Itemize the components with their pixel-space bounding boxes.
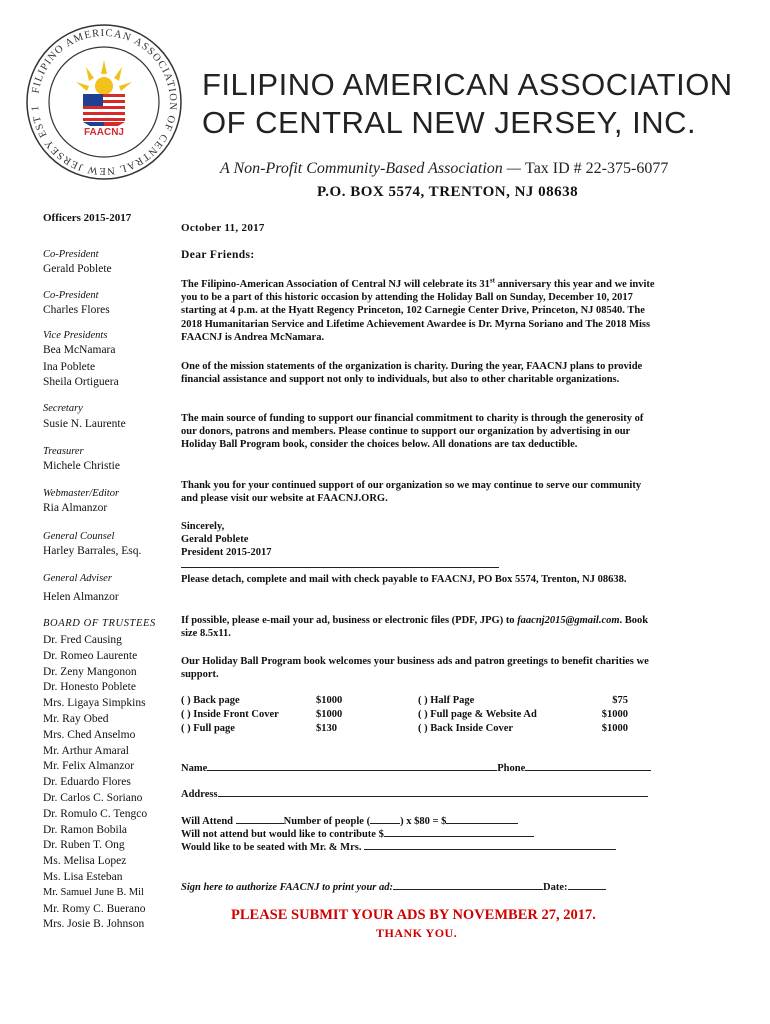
signature-label: Sign here to authorize FAACNJ to print your ad: bbox=[181, 882, 393, 893]
officer-name: Sheila Ortiguera bbox=[43, 376, 119, 388]
paragraph-funding: The main source of funding to support our financial commitment to charity is through the generosity of our donors, patrons and members. Please continue to support our organization by advertising in our Holiday Ball Program book, consider the choices below. All donations are tax deductible. bbox=[181, 413, 644, 451]
date-label: Date: bbox=[543, 882, 568, 893]
phone-field[interactable] bbox=[525, 761, 651, 771]
book-size: . Book size 8.5x11. bbox=[181, 615, 649, 640]
trustee-name: Mrs. Josie B. Johnson bbox=[43, 918, 145, 931]
will-attend-field[interactable] bbox=[236, 814, 284, 824]
option-inside-front-cover[interactable]: ( ) Inside Front Cover bbox=[181, 709, 279, 720]
officer-role: Vice Presidents bbox=[43, 330, 108, 341]
seated-field[interactable] bbox=[364, 840, 616, 850]
letter-date: October 11, 2017 bbox=[181, 222, 265, 234]
paragraph-thanks: Thank you for your continued support of our organization so we may continue to serve our community and please visit our website at FAACNJ.ORG. bbox=[181, 480, 642, 505]
p1-text-b: anniversary this year and we invite you to be a part of this historic occasion by attending the Holiday Ball on Sunday, December 10, 2017 starting at 4 p.m. at the Hyatt Regency Princeton, 102 Carnegie Center Drive, Princeton, NJ 08540. The 2018 Humanitarian Service and Lifetime Achievement Awardee is Dr. Myrna Soriano and The 2018 Miss FAACNJ is Andrea McNamara. bbox=[181, 279, 655, 343]
signer-title: President 2015-2017 bbox=[181, 547, 272, 558]
officer-role: Co-President bbox=[43, 290, 99, 301]
tagline bbox=[220, 160, 668, 178]
trustee-name: Dr. Eduardo Flores bbox=[43, 776, 131, 789]
trustee-name: Mr. Arthur Amaral bbox=[43, 744, 129, 757]
option-back-inside-cover[interactable]: ( ) Back Inside Cover bbox=[418, 723, 514, 734]
seated-row bbox=[181, 840, 616, 855]
trustee-name: Mr. Samuel June B. Mil bbox=[43, 886, 144, 898]
option-full-page-website[interactable]: ( ) Full page & Website Ad bbox=[418, 709, 537, 720]
ad-options-right[interactable] bbox=[418, 694, 537, 736]
title-line-2: OF CENTRAL NEW JERSEY, INC. bbox=[202, 105, 697, 140]
contribute-field[interactable] bbox=[384, 827, 534, 837]
option-back-page[interactable]: ( ) Back page bbox=[181, 695, 240, 706]
trustee-name: Mrs. Ligaya Simpkins bbox=[43, 697, 146, 710]
trustee-name: Dr. Romulo C. Tengco bbox=[43, 807, 148, 820]
ad-options-left[interactable] bbox=[181, 694, 279, 736]
po-box-address: P.O. BOX 5574, TRENTON, NJ 08638 bbox=[317, 184, 579, 200]
trustee-name: Dr. Zeny Mangonon bbox=[43, 665, 137, 678]
closing: Sincerely, bbox=[181, 521, 225, 532]
officer-name: Susie N. Laurente bbox=[43, 418, 126, 430]
officer-name: Charles Flores bbox=[43, 304, 110, 316]
officer-name: Michele Christie bbox=[43, 460, 120, 472]
seal-badge-text: FAACNJ bbox=[83, 127, 125, 138]
officer-role: General Adviser bbox=[43, 573, 112, 584]
name-phone-row bbox=[181, 761, 651, 776]
seal-ring-text: FILIPINO AMERICAN ASSOCIATION OF CENTRAL NEW JERSEY EST 1 bbox=[29, 27, 179, 177]
trustee-name: Dr. Honesto Poblete bbox=[43, 681, 136, 694]
total-field[interactable] bbox=[446, 814, 518, 824]
price: $75 bbox=[612, 695, 628, 706]
trustee-name: Ms. Lisa Esteban bbox=[43, 871, 123, 883]
price: $1000 bbox=[601, 723, 628, 734]
tax-id: Tax ID # 22-375-6077 bbox=[525, 160, 669, 177]
email-text: If possible, please e-mail your ad, business or electronic files (PDF, JPG) to bbox=[181, 615, 518, 626]
price: $1000 bbox=[316, 695, 343, 706]
officer-name: Bea McNamara bbox=[43, 344, 116, 356]
officer-name: Ria Almanzor bbox=[43, 502, 108, 514]
detach-instructions: Please detach, complete and mail with check payable to FAACNJ, PO Box 5574, Trenton, NJ 08638. bbox=[181, 574, 627, 585]
trustee-name: Dr. Fred Causing bbox=[43, 634, 122, 646]
name-label: Name bbox=[181, 763, 208, 774]
program-book-text: Our Holiday Ball Program book welcomes your business ads and patron greetings to benefit charities we support. bbox=[181, 656, 649, 681]
people-count-label: Number of people ( bbox=[283, 816, 371, 827]
ad-prices-left bbox=[316, 694, 342, 736]
option-half-page[interactable]: ( ) Half Page bbox=[418, 695, 475, 706]
email-instructions bbox=[181, 614, 656, 640]
trustee-name: Dr. Ramon Bobila bbox=[43, 823, 128, 836]
detach-line bbox=[181, 567, 499, 568]
will-attend-label: Will Attend bbox=[181, 816, 236, 827]
board-of-trustees-heading: BOARD OF TRUSTEES bbox=[43, 618, 156, 629]
paragraph-mission: One of the mission statements of the organization is charity. During the year, FAACNJ plans to provide financial assistance and support not only to individuals, but also to other charitable organizations. bbox=[181, 361, 643, 386]
officer-name: Ina Poblete bbox=[43, 361, 96, 373]
p1-superscript: st bbox=[489, 276, 495, 285]
authorization-row bbox=[181, 880, 606, 895]
address-label: Address bbox=[181, 789, 218, 800]
officer-name: Gerald Poblete bbox=[43, 263, 112, 275]
contribute-label: Will not attend but would like to contribute $ bbox=[181, 829, 384, 840]
address-row bbox=[181, 787, 648, 802]
officer-role: Webmaster/Editor bbox=[43, 488, 120, 499]
people-count-field[interactable] bbox=[370, 814, 400, 824]
price: $130 bbox=[316, 723, 337, 734]
greeting: Dear Friends: bbox=[181, 249, 255, 261]
officer-role: Secretary bbox=[43, 403, 83, 414]
trustee-name: Dr. Carlos C. Soriano bbox=[43, 792, 143, 804]
officer-name: Helen Almanzor bbox=[43, 591, 119, 603]
price: $1000 bbox=[316, 709, 343, 720]
signer-name: Gerald Poblete bbox=[181, 534, 249, 545]
date-field[interactable] bbox=[568, 880, 606, 890]
trustee-name: Ms. Melisa Lopez bbox=[43, 855, 127, 868]
trustee-name: Dr. Ruben T. Ong bbox=[43, 839, 125, 852]
trustee-name: Mr. Ray Obed bbox=[43, 713, 109, 725]
price: $1000 bbox=[601, 709, 628, 720]
officer-role: Co-President bbox=[43, 249, 99, 260]
officer-role: Treasurer bbox=[43, 446, 84, 457]
address-field[interactable] bbox=[218, 787, 648, 797]
p1-text-a: The Filipino-American Association of Central NJ will celebrate its 31 bbox=[181, 279, 490, 290]
seal-graphic bbox=[24, 22, 184, 182]
name-field[interactable] bbox=[207, 761, 497, 771]
submit-deadline: PLEASE SUBMIT YOUR ADS BY NOVEMBER 27, 2017. bbox=[231, 907, 596, 923]
seated-label: Would like to be seated with Mr. & Mrs. bbox=[181, 842, 365, 853]
price-per-person: ) x $80 = $ bbox=[400, 816, 447, 827]
tagline-text: A Non-Profit Community-Based Association — bbox=[220, 160, 526, 177]
phone-label: Phone bbox=[497, 763, 526, 774]
trustee-name: Mrs. Ched Anselmo bbox=[43, 728, 136, 741]
association-seal bbox=[24, 22, 184, 182]
trustee-name: Mr. Romy C. Buerano bbox=[43, 902, 146, 915]
ad-prices-right bbox=[595, 694, 628, 736]
officers-heading: Officers 2015-2017 bbox=[43, 212, 132, 224]
thank-you: THANK YOU. bbox=[376, 926, 458, 940]
trustee-name: Mr. Felix Almanzor bbox=[43, 760, 135, 773]
email-address[interactable]: faacnj2015@gmail.com bbox=[517, 615, 620, 626]
paragraph-anniversary bbox=[181, 278, 656, 344]
option-full-page[interactable]: ( ) Full page bbox=[181, 723, 235, 734]
trustee-name: Dr. Romeo Laurente bbox=[43, 649, 138, 662]
signature-field[interactable] bbox=[393, 880, 543, 890]
officer-role: General Counsel bbox=[43, 531, 115, 542]
title-line-1: FILIPINO AMERICAN ASSOCIATION bbox=[202, 67, 733, 102]
officer-name: Harley Barrales, Esq. bbox=[43, 545, 142, 557]
organization-title bbox=[202, 66, 733, 142]
